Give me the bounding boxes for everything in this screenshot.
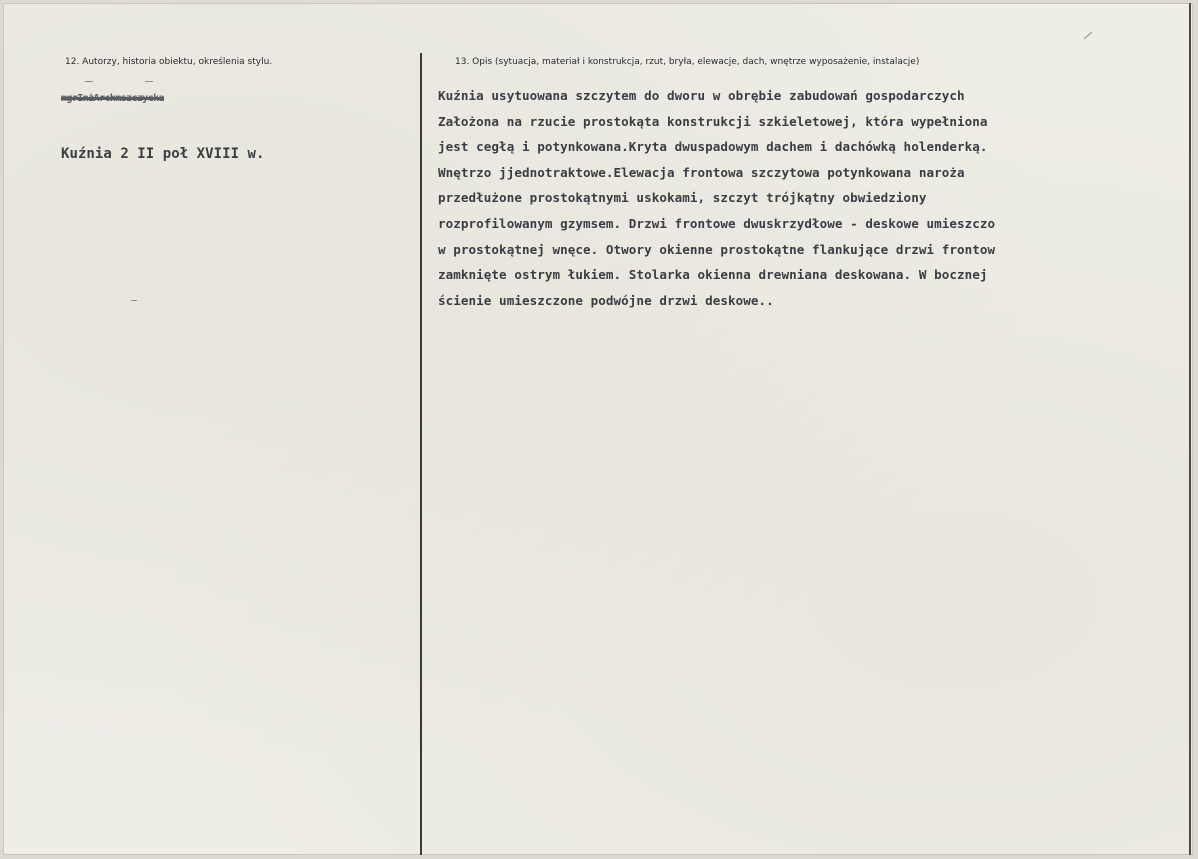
struck-author-text: mgrInżArchmszczycka xyxy=(61,93,164,104)
column-divider xyxy=(420,53,422,855)
description-line: Wnętrzo jjednotraktowe.Elewacja frontowa szczytowa potynkowana naroża xyxy=(438,164,965,180)
history-text: Kuźnia 2 II poł XVIII w. xyxy=(61,146,265,162)
description-line: jest cegłą i potynkowana.Kryta dwuspadowym dachem i dachówką holenderką. xyxy=(438,139,988,155)
pencil-mark xyxy=(85,81,93,82)
description-text xyxy=(438,83,995,313)
description-line: Kuźnia usytuowana szczytem do dworu w obrębie zabudowań gospodarczych xyxy=(438,88,965,103)
description-line: Założona na rzucie prostokąta konstrukcji szkieletowej, która wypełniona xyxy=(438,113,988,129)
description-line: przedłużone prostokątnymi uskokami, szczyt trójkątny obwiedziony xyxy=(438,190,927,206)
description-line: zamknięte ostrym łukiem. Stolarka okienna drewniana deskowana. W bocznej xyxy=(438,267,988,283)
pencil-mark xyxy=(145,81,153,82)
description-line: ścienie umieszczone podwójne drzwi deskowe.. xyxy=(438,292,774,308)
card-edge xyxy=(1189,3,1191,855)
pencil-mark xyxy=(131,300,137,301)
description-line: w prostokątnej wnęce. Otwory okienne prostokątne flankujące drzwi frontow xyxy=(438,241,996,257)
pencil-mark xyxy=(1084,32,1092,39)
inventory-card xyxy=(3,3,1193,855)
description-line: rozprofilowanym gzymsem. Drzwi frontowe dwuskrzydłowe - deskowe umieszczo xyxy=(438,215,996,231)
field-13-label: 13. Opis (sytuacja, materiał i konstrukcja, rzut, bryła, elewacje, dach, wnętrze wyposażenie, instalacje) xyxy=(455,57,920,67)
field-12-label: 12. Autorzy, historia obiektu, określenia stylu. xyxy=(65,57,273,67)
